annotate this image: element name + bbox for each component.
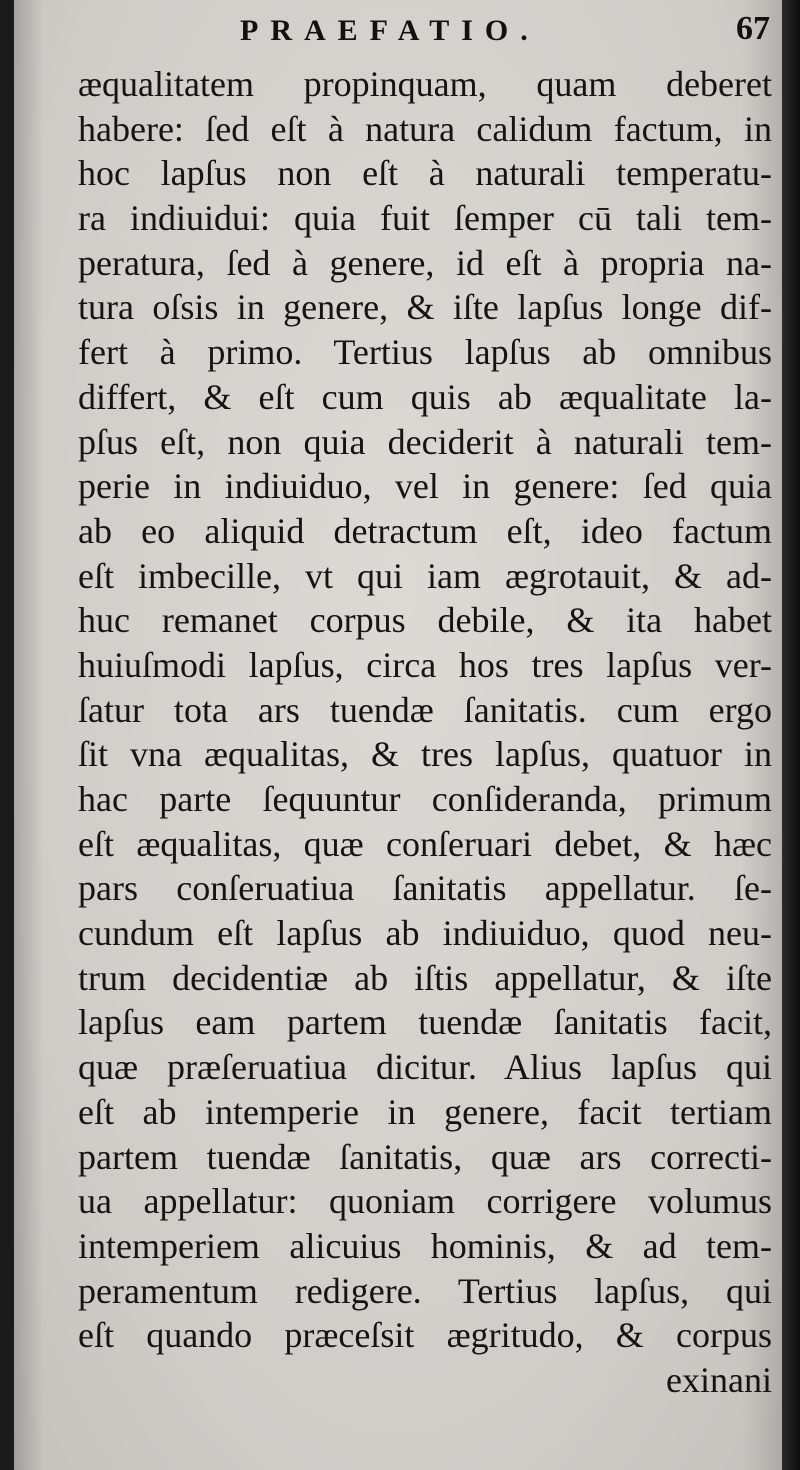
text-line: pſus eſt, non quia deciderit à naturali tem- [78, 421, 772, 462]
text-line: ſatur tota ars tuendæ ſanitatis. cum ergo [78, 689, 772, 730]
text-line: ua appellatur: quoniam corrigere volumus [78, 1181, 772, 1222]
text-line: hoc lapſus non eſt à naturali temperatu- [78, 153, 772, 194]
text-line: perie in indiuiduo, vel in genere: ſed quia [78, 466, 772, 507]
text-line: habere: ſed eſt à natura calidum factum, in [78, 108, 772, 149]
text-line: peratura, ſed à genere, id eſt à propria na- [78, 242, 772, 283]
text-line: eſt æqualitas, quæ conſeruari debet, & hæc [78, 823, 772, 864]
text-line: lapſus eam partem tuendæ ſanitatis facit, [78, 1002, 772, 1043]
catchword: exinani [666, 1359, 772, 1400]
page-edge-shadow [782, 0, 800, 1470]
text-line: huiuſmodi lapſus, circa hos tres lapſus ver- [78, 644, 772, 685]
text-line: tura oſsis in genere, & iſte lapſus longe dif- [78, 287, 772, 328]
running-head: PRAEFATIO. [240, 14, 540, 47]
text-line: peramentum redigere. Tertius lapſus, qui [78, 1270, 772, 1311]
text-line: eſt quando præceſsit ægritudo, & corpus [78, 1315, 772, 1356]
text-line: cundum eſt lapſus ab indiuiduo, quod neu- [78, 913, 772, 954]
text-line: eſt ab intemperie in genere, facit tertiam [78, 1091, 772, 1132]
text-line: fert à primo. Tertius lapſus ab omnibus [78, 332, 772, 373]
page-number: 67 [736, 10, 770, 47]
text-line: ra indiuidui: quia fuit ſemper cū tali tem- [78, 198, 772, 239]
book-page [14, 0, 782, 1470]
body-text [78, 62, 772, 1403]
text-line: ab eo aliquid detractum eſt, ideo factum [78, 510, 772, 551]
text-line: pars conſeruatiua ſanitatis appellatur. ſe- [78, 868, 772, 909]
text-line: partem tuendæ ſanitatis, quæ ars correcti- [78, 1136, 772, 1177]
text-line: huc remanet corpus debile, & ita habet [78, 600, 772, 641]
page-header [14, 10, 782, 56]
text-line: trum decidentiæ ab iſtis appellatur, & iſte [78, 957, 772, 998]
text-line: hac parte ſequuntur conſideranda, primum [78, 779, 772, 819]
text-line: differt, & eſt cum quis ab æqualitate la- [78, 376, 772, 417]
text-line: æqualitatem propinquam, quam deberet [78, 64, 772, 104]
text-line: quæ præſeruatiua dicitur. Alius lapſus qui [78, 1047, 772, 1088]
text-line: eſt imbecille, vt qui iam ægrotauit, & ad- [78, 555, 772, 596]
text-line: ſit vna æqualitas, & tres lapſus, quatuor in [78, 734, 772, 775]
text-line: intemperiem alicuius hominis, & ad tem- [78, 1225, 772, 1266]
